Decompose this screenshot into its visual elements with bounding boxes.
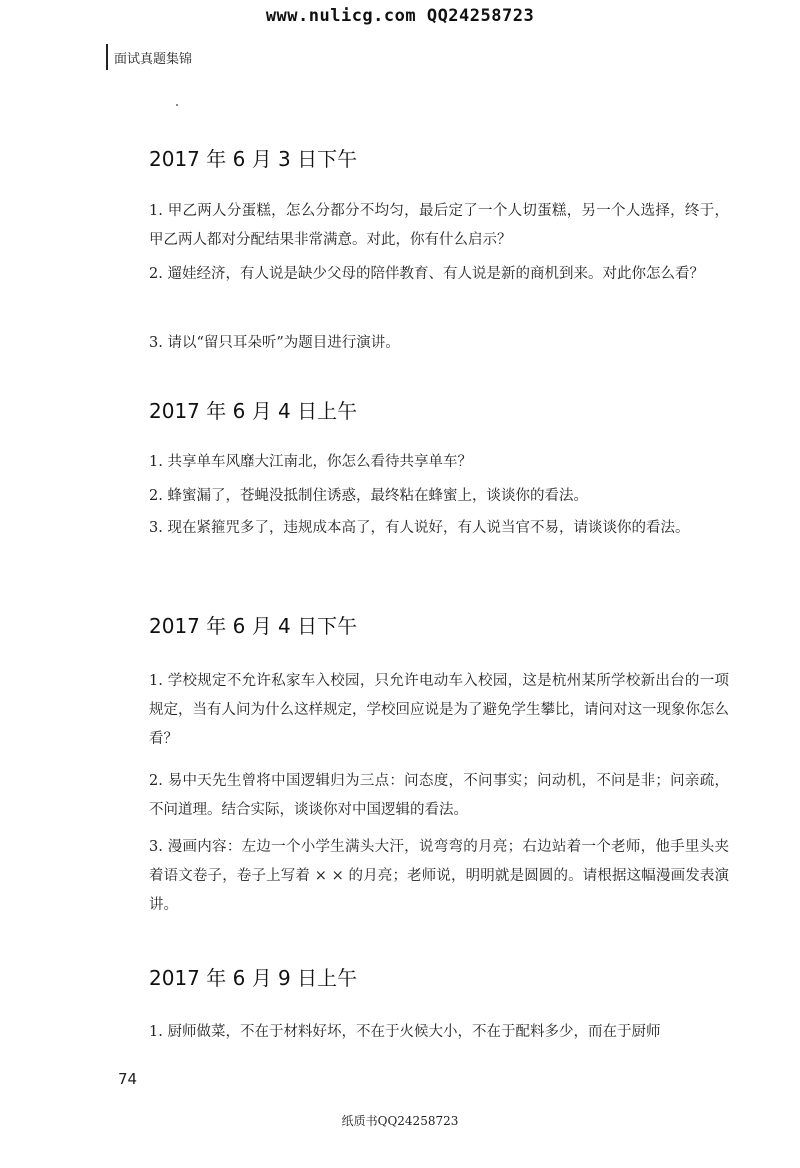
question: 2. 蜂蜜漏了，苍蝇没抵制住诱惑，最终粘在蜂蜜上，谈谈你的看法。 <box>149 488 588 504</box>
section-heading: 2017 年 6 月 4 日上午 <box>149 399 358 423</box>
question: 1. 厨师做菜，不在于材料好坏，不在于火候大小，不在于配料多少，而在于厨师 <box>149 1024 661 1040</box>
question: 1. 学校规定不允许私家车入校园，只允许电动车入校园，这是杭州某所学校新出台的一项规定，当有人问为什么这样规定，学校回应说是为了避免学生攀比，请问对这一现象你怎么看？ <box>149 673 729 747</box>
question: 1. 甲乙两人分蛋糕，怎么分都分不均匀，最后定了一个人切蛋糕，另一个人选择，终于，甲乙两人都对分配结果非常满意。对此，你有什么启示？ <box>149 203 729 248</box>
watermark-bottom: 纸质书QQ24258723 <box>341 1114 459 1128</box>
section-heading: 2017 年 6 月 9 日上午 <box>149 966 358 990</box>
question: 1. 共享单车风靡大江南北，你怎么看待共享单车？ <box>149 454 472 470</box>
running-header-title: 面试真题集锦 <box>114 52 193 67</box>
question: 2. 遛娃经济，有人说是缺少父母的陪伴教育、有人说是新的商机到来。对此你怎么看？ <box>149 266 704 282</box>
scan-speck <box>176 104 178 106</box>
question: 2. 易中天先生曾将中国逻辑归为三点：问态度，不问事实；问动机，不问是非；问亲疏，不问道理。结合实际，谈谈你对中国逻辑的看法。 <box>149 773 729 818</box>
watermark-top: www.nulicg.com QQ24258723 <box>265 6 535 26</box>
question: 3. 现在紧箍咒多了，违规成本高了，有人说好，有人说当官不易，请谈谈你的看法。 <box>149 520 690 536</box>
question: 3. 漫画内容：左边一个小学生满头大汗，说弯弯的月亮；右边站着一个老师，他手里头夹着语文卷子，卷子上写着 × × 的月亮；老师说，明明就是圆圆的。请根据这幅漫画发表演讲。 <box>149 839 729 913</box>
section-heading: 2017 年 6 月 4 日下午 <box>149 614 358 638</box>
page-number: 74 <box>118 1070 138 1088</box>
header-rule <box>106 44 108 70</box>
section-heading: 2017 年 6 月 3 日下午 <box>149 147 358 171</box>
question: 3. 请以“留只耳朵听”为题目进行演讲。 <box>149 335 400 351</box>
